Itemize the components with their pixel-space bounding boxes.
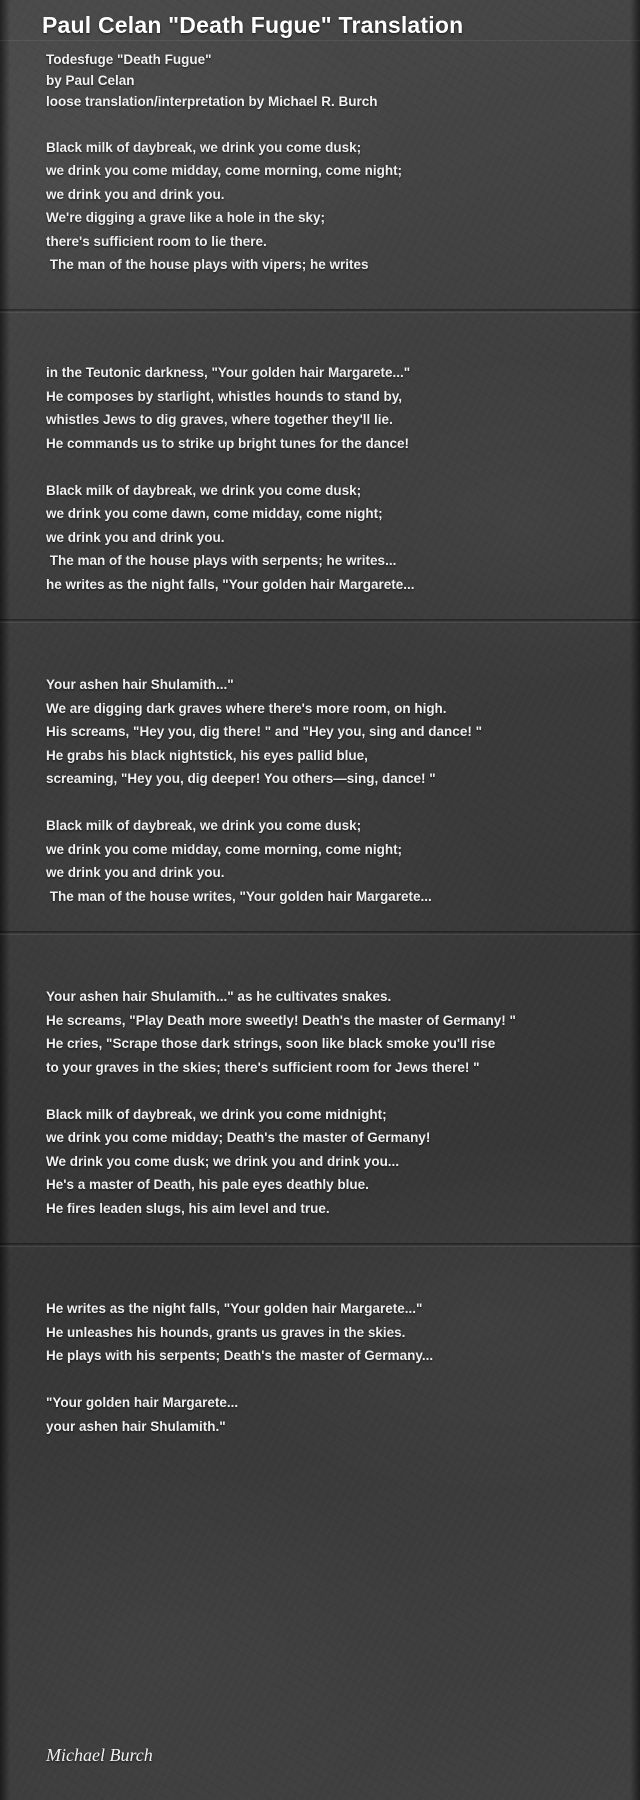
poem-line: we drink you and drink you.	[46, 865, 225, 880]
poem-line: We are digging dark graves where there's more room, on high.	[46, 700, 447, 716]
poem-line: we drink you and drink you.	[46, 186, 225, 202]
poem-line: He commands us to strike up bright tunes for the dance!	[46, 435, 410, 451]
poem-block-3	[0, 622, 640, 932]
poem-line: He's a master of Death, his pale eyes deathly blue.	[46, 1177, 369, 1192]
poem-line: we drink you come midday; Death's the master of Germany!	[46, 1130, 431, 1145]
poem-line: He unleashes his hounds, grants us graves in the skies.	[46, 1324, 406, 1340]
poem-block-5	[0, 1246, 640, 1800]
poem-line: we drink you come midday, come morning, come night;	[46, 163, 403, 178]
poem-spacer	[46, 791, 624, 815]
poem-line: Black milk of daybreak, we drink you come dusk;	[46, 139, 362, 155]
poem-line: we drink you come midday, come morning, come night;	[46, 841, 403, 857]
page-title: Paul Celan "Death Fugue" Translation	[42, 12, 464, 38]
poem-line: The man of the house writes, "Your golden hair Margarete...	[46, 888, 432, 904]
poem-spacer	[46, 1079, 624, 1103]
poem-line: He composes by starlight, whistles hounds to stand by,	[46, 388, 403, 404]
poem-line: He writes as the night falls, "Your golden hair Margarete..."	[46, 1301, 423, 1316]
poem-line: The man of the house plays with vipers; he writes	[46, 257, 369, 272]
poem-line: He screams, "Play Death more sweetly! Death's the master of Germany! "	[46, 1012, 516, 1028]
poem-line: He grabs his black nightstick, his eyes pallid blue,	[46, 747, 368, 763]
poem-line: he writes as the night falls, "Your golden hair Margarete...	[46, 576, 415, 592]
poem-line: we drink you and drink you.	[46, 529, 225, 545]
poem-line: He cries, "Scrape those dark strings, soon like black smoke you'll rise	[46, 1036, 496, 1051]
poem-line: in the Teutonic darkness, "Your golden hair Margarete..."	[46, 365, 411, 380]
poem-line: Your ashen hair Shulamith..." as he cultivates snakes.	[46, 989, 392, 1004]
poem-block-1	[0, 40, 640, 310]
poem-block-2	[0, 312, 640, 620]
poem-line: there's sufficient room to lie there.	[46, 233, 267, 249]
poem-line: His screams, "Hey you, dig there! " and "Hey you, sing and dance! "	[46, 724, 482, 739]
poem-line: Black milk of daybreak, we drink you come dusk;	[46, 818, 362, 833]
byline-line: Todesfuge "Death Fugue"	[46, 52, 212, 67]
author-signature: Michael Burch	[46, 1745, 153, 1765]
poem-line: He plays with his serpents; Death's the master of Germany...	[46, 1348, 434, 1363]
poem-line: The man of the house plays with serpents; he writes...	[46, 553, 397, 568]
byline-line: loose translation/interpretation by Michael R. Burch	[46, 94, 378, 109]
poem-spacer	[46, 112, 624, 136]
poem-line: He fires leaden slugs, his aim level and true.	[46, 1200, 330, 1216]
poem-spacer	[46, 455, 624, 479]
poem-line: to your graves in the skies; there's sufficient room for Jews there! "	[46, 1059, 480, 1075]
poem-line: we drink you come dawn, come midday, come night;	[46, 506, 383, 521]
poem-line: Black milk of daybreak, we drink you come dusk;	[46, 482, 362, 498]
poem-line: Your ashen hair Shulamith..."	[46, 677, 234, 692]
poem-line: screaming, "Hey you, dig deeper! You others—sing, dance! "	[46, 771, 436, 786]
poem-line: whistles Jews to dig graves, where together they'll lie.	[46, 412, 393, 427]
poem-line: We're digging a grave like a hole in the sky;	[46, 210, 326, 225]
poem-line: "Your golden hair Margarete...	[46, 1395, 239, 1410]
poem-line: your ashen hair Shulamith."	[46, 1418, 226, 1434]
poem-spacer	[46, 1368, 624, 1392]
byline-line: by Paul Celan	[46, 73, 135, 88]
poem-block-4	[0, 934, 640, 1244]
poem-line: We drink you come dusk; we drink you and drink you...	[46, 1153, 400, 1169]
poem-line: Black milk of daybreak, we drink you come midnight;	[46, 1106, 387, 1122]
